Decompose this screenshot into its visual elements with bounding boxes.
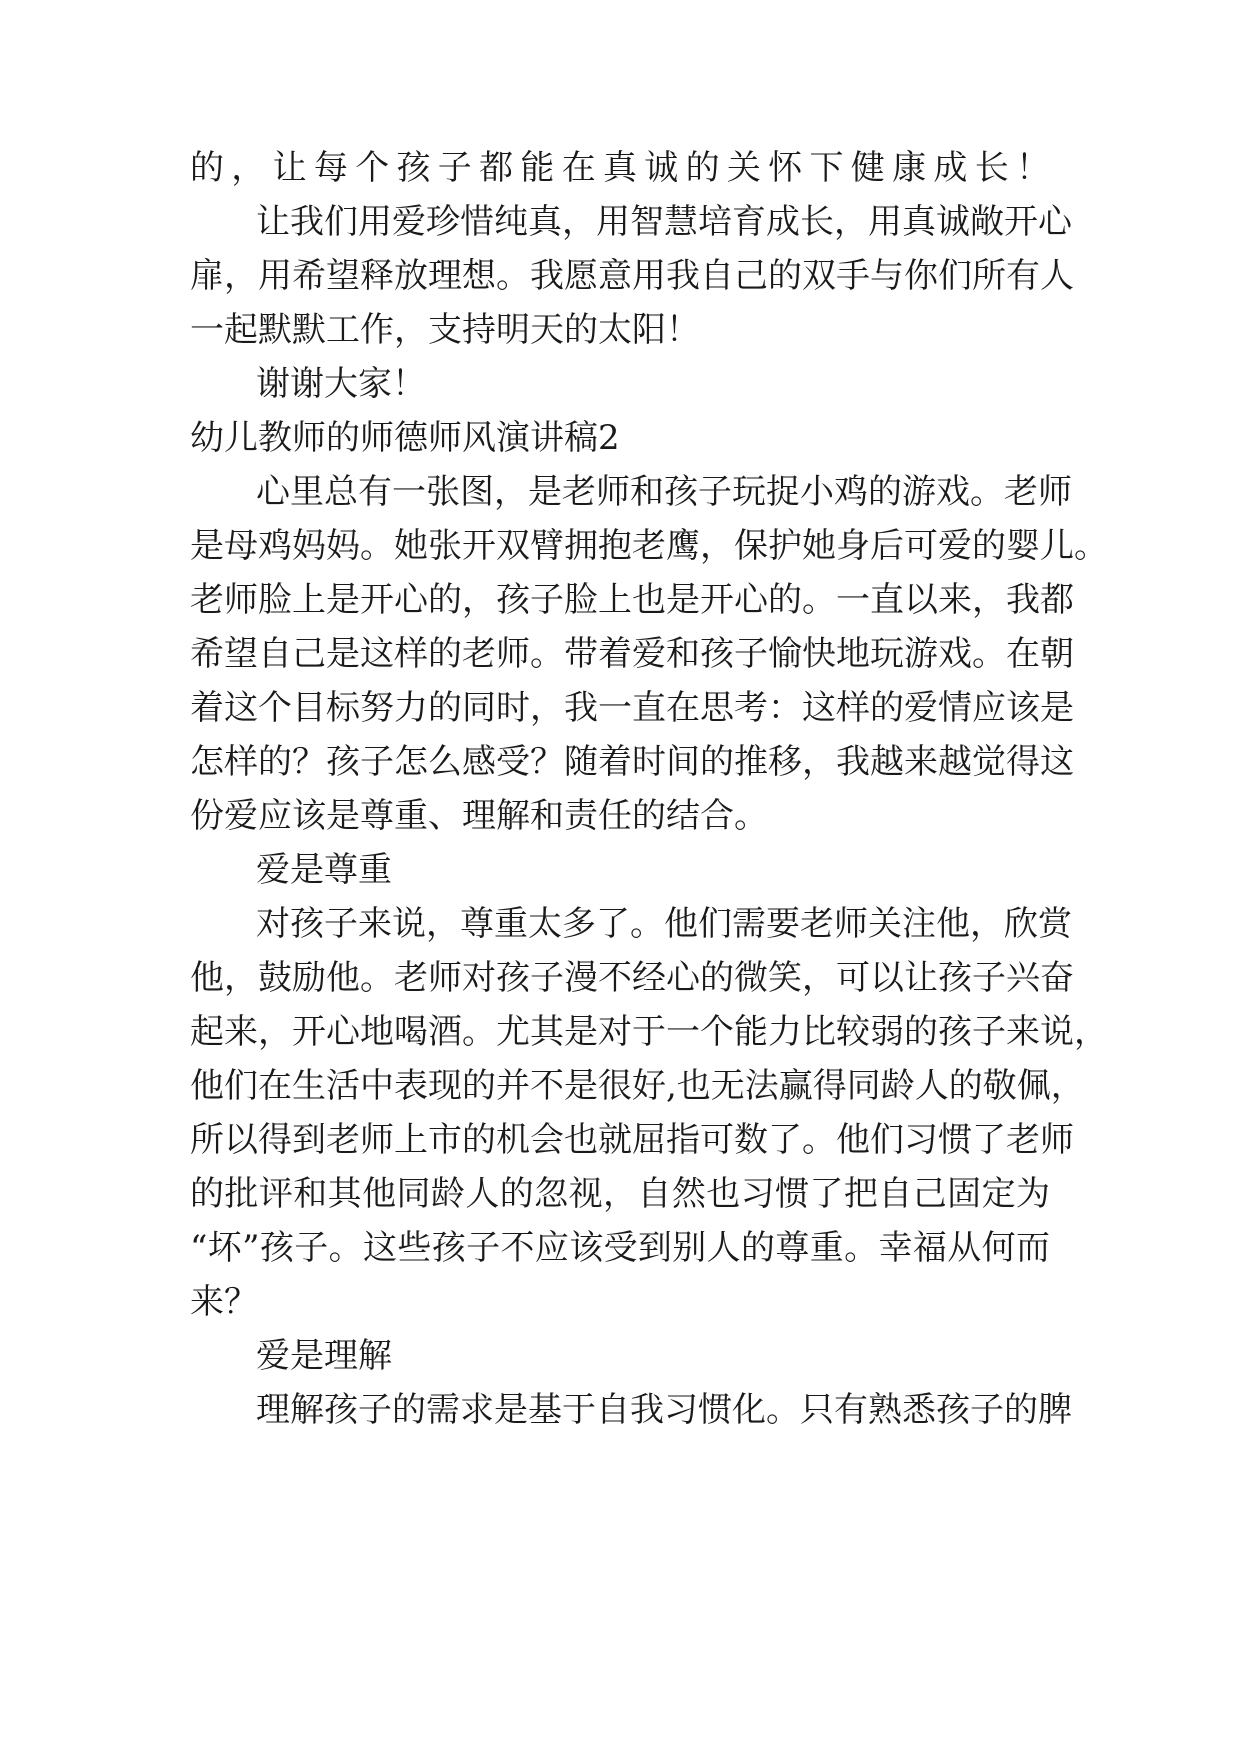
text-line: 来？ <box>190 1282 258 1322</box>
text-line: 的批评和其他同龄人的忽视，自然也习惯了把自己固定为 <box>190 1174 1050 1214</box>
text-line: “坏”孩子。这些孩子不应该受到别人的尊重。幸福从何而 <box>190 1228 1050 1268</box>
text-line: 他们在生活中表现的并不是很好,也无法赢得同龄人的敬佩， <box>190 1066 1085 1106</box>
text-line: 所以得到老师上市的机会也就屈指可数了。他们习惯了老师 <box>190 1120 1074 1160</box>
text-line: 一起默默工作，支持明天的太阳！ <box>190 310 700 350</box>
subheading: 爱是理解 <box>256 1336 392 1376</box>
text-line: 份爱应该是尊重、理解和责任的结合。 <box>190 796 768 836</box>
text-line: 心里总有一张图，是老师和孩子玩捉小鸡的游戏。老师 <box>256 472 1072 512</box>
text-line: 扉，用希望释放理想。我愿意用我自己的双手与你们所有人 <box>190 256 1074 296</box>
text-line: 让我们用爱珍惜纯真，用智慧培育成长，用真诚敞开心 <box>256 202 1072 242</box>
section-title: 幼儿教师的师德师风演讲稿2 <box>190 418 620 458</box>
text-line: 谢谢大家！ <box>256 364 426 404</box>
text-line: 着这个目标努力的同时，我一直在思考：这样的爱情应该是 <box>190 688 1074 728</box>
text-line: 怎样的？孩子怎么感受？随着时间的推移，我越来越觉得这 <box>190 742 1074 782</box>
text-line: 的，让每个孩子都能在真诚的关怀下健康成长！ <box>190 148 1050 188</box>
text-line: 老师脸上是开心的，孩子脸上也是开心的。一直以来，我都 <box>190 580 1074 620</box>
text-line: 他，鼓励他。老师对孩子漫不经心的微笑，可以让孩子兴奋 <box>190 958 1074 998</box>
text-line: 是母鸡妈妈。她张开双臂拥抱老鹰，保护她身后可爱的婴儿。 <box>190 526 1108 566</box>
text-line: 对孩子来说，尊重太多了。他们需要老师关注他，欣赏 <box>256 904 1072 944</box>
text-line: 起来，开心地喝酒。尤其是对于一个能力比较弱的孩子来说， <box>190 1012 1108 1052</box>
text-line: 希望自己是这样的老师。带着爱和孩子愉快地玩游戏。在朝 <box>190 634 1074 674</box>
subheading: 爱是尊重 <box>256 850 392 890</box>
text-line: 理解孩子的需求是基于自我习惯化。只有熟悉孩子的脾 <box>256 1390 1072 1430</box>
